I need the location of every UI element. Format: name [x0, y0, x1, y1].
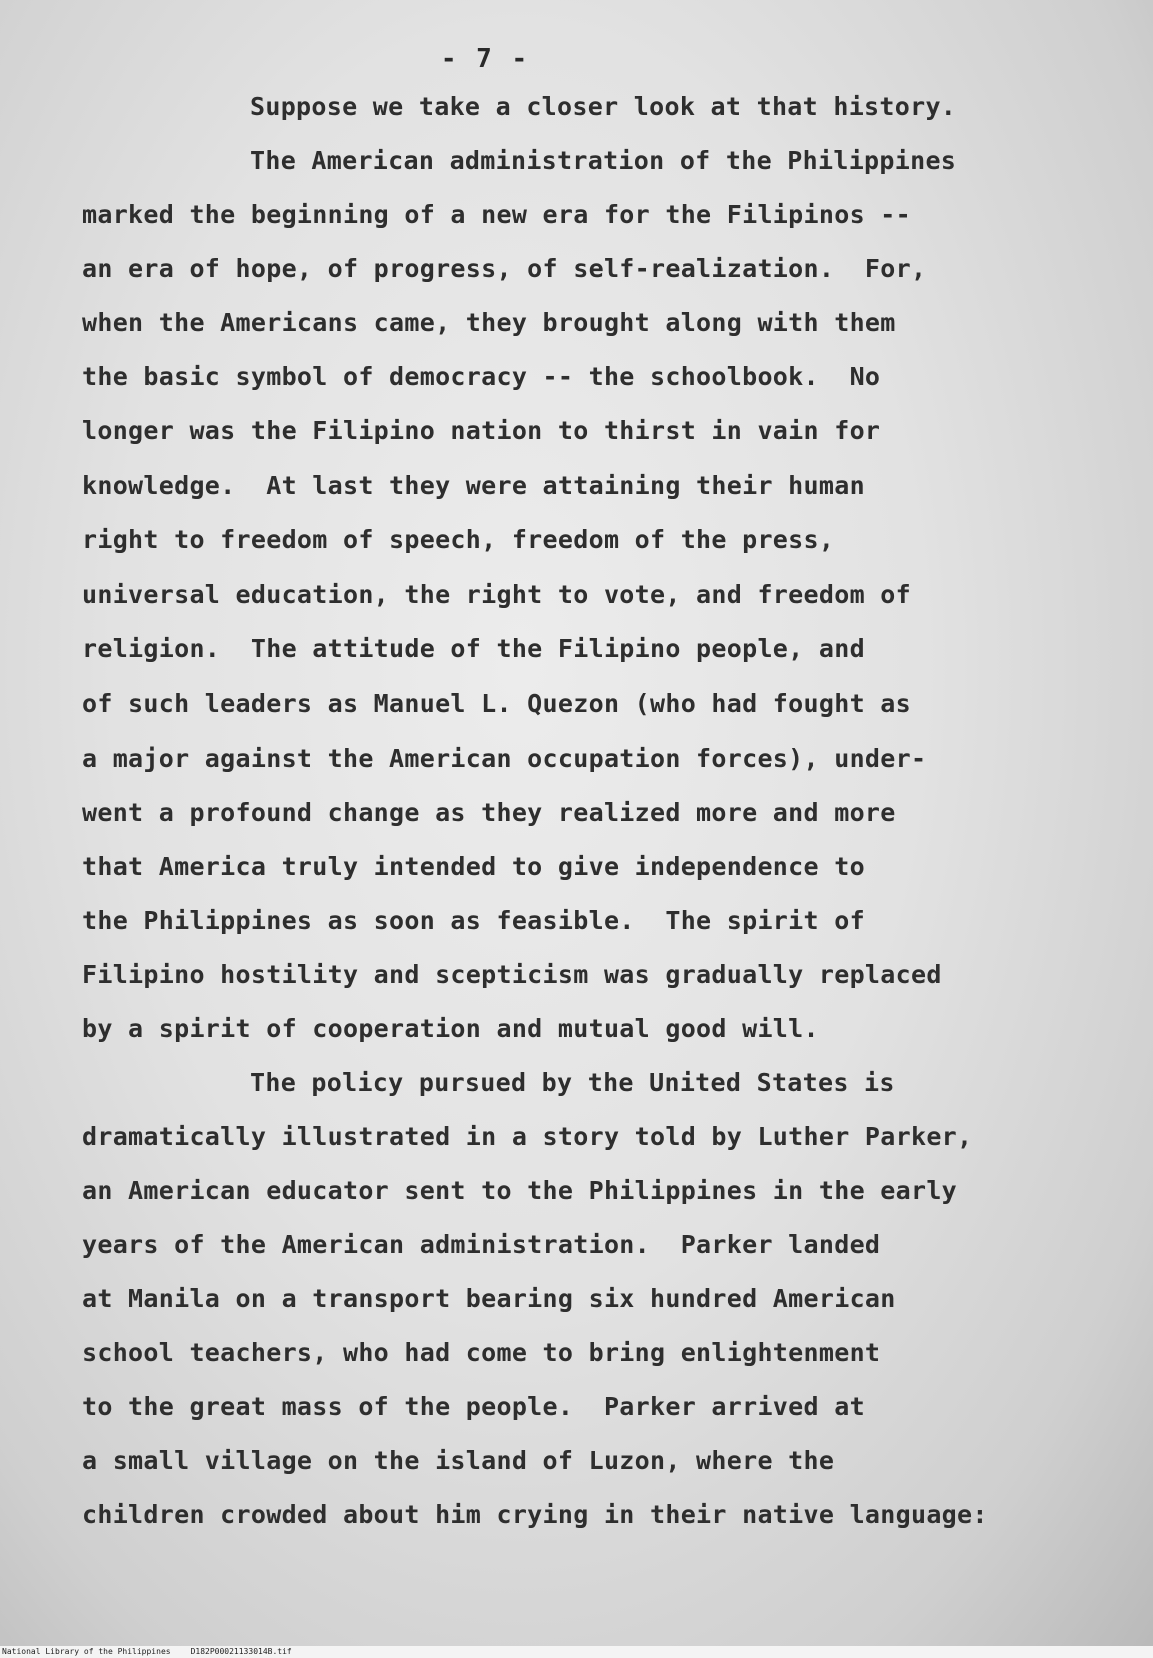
- text-line: universal education, the right to vote, and freedom of: [82, 580, 911, 609]
- text-line: a small village on the island of Luzon, where the: [82, 1446, 835, 1475]
- text-line: the basic symbol of democracy -- the schoolbook. No: [82, 362, 881, 391]
- text-line: knowledge. At last they were attaining their human: [82, 471, 865, 500]
- text-line: a major against the American occupation forces), under-: [82, 744, 927, 773]
- text-line: to the great mass of the people. Parker arrived at: [82, 1392, 865, 1421]
- text-line: at Manila on a transport bearing six hundred American: [82, 1284, 896, 1313]
- text-line: The American administration of the Philippines: [250, 146, 957, 175]
- text-line: an American educator sent to the Philippines in the early: [82, 1176, 958, 1205]
- text-line: school teachers, who had come to bring enlightenment: [82, 1338, 881, 1367]
- text-line: when the Americans came, they brought along with them: [82, 308, 896, 337]
- text-line: of such leaders as Manuel L. Quezon (who had fought as: [82, 689, 911, 718]
- footer-library: National Library of the Philippines: [2, 1647, 171, 1656]
- page-number: - 7 -: [440, 44, 530, 74]
- text-line: children crowded about him crying in their native language:: [82, 1500, 988, 1529]
- footer-filename: D182P00021133014B.tif: [190, 1647, 292, 1656]
- text-line: longer was the Filipino nation to thirst in vain for: [82, 416, 881, 445]
- text-line: dramatically illustrated in a story told by Luther Parker,: [82, 1122, 973, 1151]
- text-line: The policy pursued by the United States is: [250, 1068, 895, 1097]
- text-line: right to freedom of speech, freedom of the press,: [82, 525, 835, 554]
- text-line: Filipino hostility and scepticism was gradually replaced: [82, 960, 942, 989]
- text-line: by a spirit of cooperation and mutual good will.: [82, 1014, 819, 1043]
- text-line: that America truly intended to give independence to: [82, 852, 865, 881]
- text-line: an era of hope, of progress, of self-realization. For,: [82, 254, 927, 283]
- text-line: Suppose we take a closer look at that history.: [250, 92, 957, 121]
- text-line: the Philippines as soon as feasible. The spirit of: [82, 906, 865, 935]
- text-line: marked the beginning of a new era for the Filipinos --: [82, 200, 911, 229]
- text-line: years of the American administration. Parker landed: [82, 1230, 881, 1259]
- text-line: religion. The attitude of the Filipino people, and: [82, 634, 865, 663]
- text-line: went a profound change as they realized more and more: [82, 798, 896, 827]
- scan-footer: [0, 1646, 1153, 1658]
